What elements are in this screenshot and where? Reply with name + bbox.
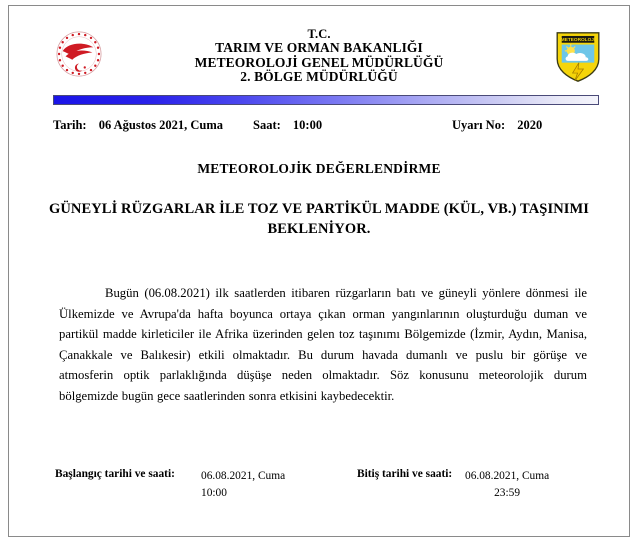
meta-time-label: Saat: <box>253 118 281 132</box>
meta-warning-value: 2020 <box>517 118 543 132</box>
footer-end-values <box>465 468 549 501</box>
footer-end-block <box>357 468 549 501</box>
warning-subtitle: GÜNEYLİ RÜZGARLAR İLE TOZ VE PARTİKÜL MADDE (KÜL, VB.) TAŞINIMI BEKLENİYOR. <box>48 201 590 237</box>
meta-time <box>253 118 322 133</box>
document-footer <box>9 468 629 512</box>
shield-text: METEOROLOJİ <box>560 38 596 44</box>
footer-end-label: Bitiş tarihi ve saati: <box>357 468 453 480</box>
footer-end-time: 23:59 <box>494 486 521 499</box>
blue-gradient-bar <box>53 95 599 105</box>
document-meta-row <box>9 118 629 136</box>
document-page <box>8 5 630 537</box>
footer-start-time: 10:00 <box>201 486 227 499</box>
header-divider-bar <box>53 95 599 105</box>
page-title: METEOROLOJİK DEĞERLENDİRME <box>197 161 441 176</box>
header-line-directorate: METEOROLOJİ GENEL MÜDÜRLÜĞÜ <box>194 54 444 70</box>
footer-start-date: 06.08.2021, Cuma <box>201 470 286 482</box>
meta-time-value: 10:00 <box>292 118 323 132</box>
body-paragraph: Bugün (06.08.2021) ilk saatlerden itibaren rüzgarların batı ve güneyli yönlere dönmesi ile Ülkemizde ve Avrupa'da hafta boyunca ortaya çıkan orman yangınlarının oluşturduğu duman ve partikül madde kirleticiler ile Afrika üzerinden gelen toz taşınımı Bölgemizde (İzmir, Aydın, Manisa, Çanakkale ve Balıkesir) etkili olmaktadır. Bu durum havada dumanlı ve puslu bir görüşe ve atmosferin optik parlaklığında düşüşe neden olmaktadır. Söz konusunu meteorolojik durum bölgemizde bugün gece saatlerinden sonra etkisini kaybedecektir. <box>59 286 587 403</box>
header-line-tc: T.C. <box>307 27 331 41</box>
meteorology-shield-logo <box>555 31 601 83</box>
footer-start-values <box>201 468 285 501</box>
document-header <box>9 28 629 90</box>
meta-warning-number <box>452 118 542 133</box>
meta-date-label: Tarih: <box>53 118 87 132</box>
header-line-region: 2. BÖLGE MÜDÜRLÜĞÜ <box>240 68 398 84</box>
meta-date-value: 06 Ağustos 2021, Cuma <box>98 118 224 132</box>
meta-warning-label: Uyarı No: <box>452 118 506 132</box>
footer-end-date: 06.08.2021, Cuma <box>465 470 550 482</box>
header-line-ministry: TARIM VE ORMAN BAKANLIĞI <box>215 40 423 56</box>
ministry-of-agriculture-and-forestry-emblem <box>55 30 103 78</box>
footer-start-label: Başlangıç tarihi ve saati: <box>55 468 175 480</box>
meta-date <box>53 118 223 133</box>
footer-start-block <box>55 468 285 501</box>
title-section <box>9 161 629 239</box>
